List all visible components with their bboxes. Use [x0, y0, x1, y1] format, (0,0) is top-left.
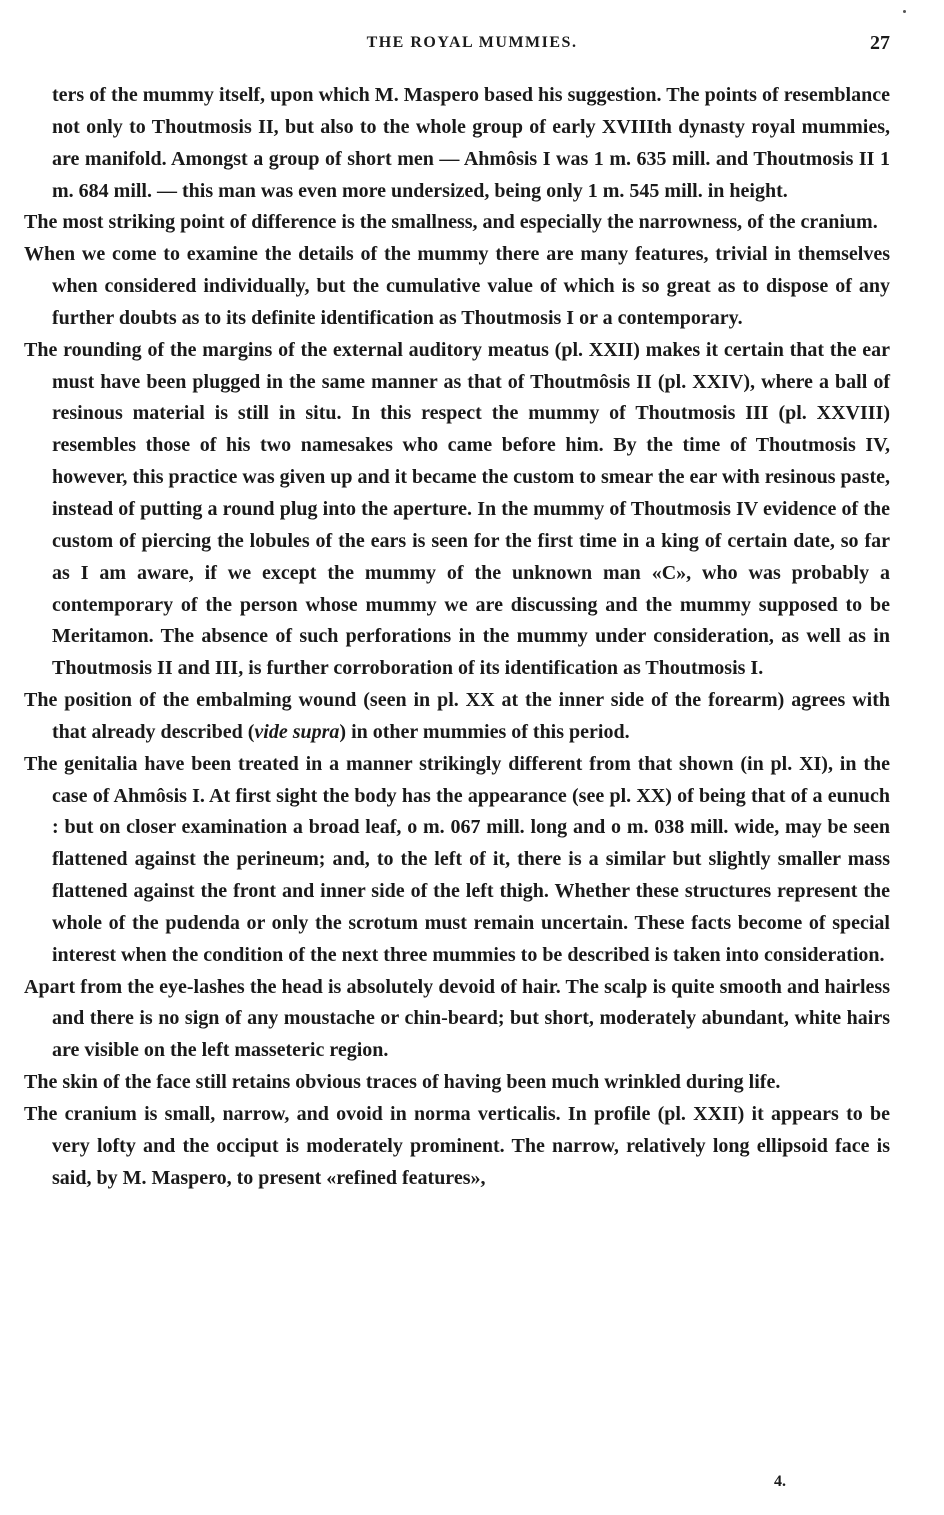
- paragraph-8: The skin of the face still retains obvious traces of having been much wrinkled during life.: [24, 1071, 781, 1094]
- paragraph-5-italic: vide supra: [254, 720, 340, 743]
- paragraph-3: When we come to examine the details of the mummy there are many features, trivial in themselves when considered individually, but the cumulative value of which is so great as to dispose of any further doubts as to its definite identification as Thoutmosis I or a contemporary.: [24, 243, 890, 329]
- paragraph-1: ters of the mummy itself, upon which M. Maspero based his suggestion. The points of resemblance not only to Thoutmosis II, but also to the whole group of early XVIIIth dynasty royal mummies, are manifold. Amongst a group of short men — Ahmôsis I was 1 m. 635 mill. and Thoutmosis II 1 m. 684 mill. — this man was even more undersized, being only 1 m. 545 mill. in height.: [52, 84, 890, 202]
- paragraph-7: Apart from the eye-lashes the head is absolutely devoid of hair. The scalp is quite smooth and hairless and there is no sign of any moustache or chin-beard; but short, moderately abundant, white hairs are visible on the left masseteric region.: [24, 975, 890, 1062]
- paragraph-4: The rounding of the margins of the external auditory meatus (pl. XXII) makes it certain that the ear must have been plugged in the same manner as that of Thoutmôsis II (pl. XXIV), where a ball of resinous material is still in situ. In this respect the mummy of Thoutmosis III (pl. XXVIII) resembles those of his two namesakes who came before him. By the time of Thoutmosis IV, however, this practice was given up and it became the custom to smear the ear with resinous paste, instead of putting a round plug into the aperture. In the mummy of Thoutmosis IV evidence of the custom of piercing the lobules of the ears is seen for the first time in a king of certain date, so far as I am aware, if we except the mummy of the unknown man «C», who was probably a contemporary of the person whose mummy we are discussing and the mummy supposed to be Meritamon. The absence of such perforations in the mummy under consideration, as well as in Thoutmosis II and III, is further corroboration of its identification as Thoutmosis I.: [24, 338, 890, 680]
- paragraph-9: The cranium is small, narrow, and ovoid in norma verticalis. In profile (pl. XXII) it appears to be very lofty and the occiput is moderately prominent. The narrow, relatively long ellipsoid face is said, by M. Maspero, to present «refined features»,: [24, 1103, 890, 1189]
- running-header: [0, 32, 944, 56]
- running-title: THE ROYAL MUMMIES.: [366, 34, 578, 51]
- paragraph-5-text-after: ) in other mummies of this period.: [339, 720, 630, 743]
- paragraph-6: The genitalia have been treated in a manner strikingly different from that shown (in pl. XI), in the case of Ahmôsis I. At first sight the body has the appearance (see pl. XX) of being that of a eunuch : but on closer examination a broad leaf, o m. 067 mill. long and o m. 038 mill. wide, may be seen flattened against the perineum; and, to the left of it, there is a similar but slightly smaller mass flattened against the front and inner side of the left thigh. Whether these structures represent the whole of the pudenda or only the scrotum must remain uncertain. These facts become of special interest when the condition of the next three mummies to be described is taken into consideration.: [24, 752, 890, 966]
- paragraph-2: The most striking point of difference is the smallness, and especially the narrowness, of the cranium.: [24, 211, 878, 234]
- paragraph-5: [24, 685, 890, 749]
- body-text: [24, 80, 890, 1195]
- paragraph-5-text-before: The position of the embalming wound (seen in pl. XX at the inner side of the forearm) agrees with that already described (: [24, 689, 890, 743]
- signature-mark: 4.: [774, 1473, 786, 1490]
- page-number: 27: [870, 32, 890, 54]
- scan-speck: [903, 10, 906, 13]
